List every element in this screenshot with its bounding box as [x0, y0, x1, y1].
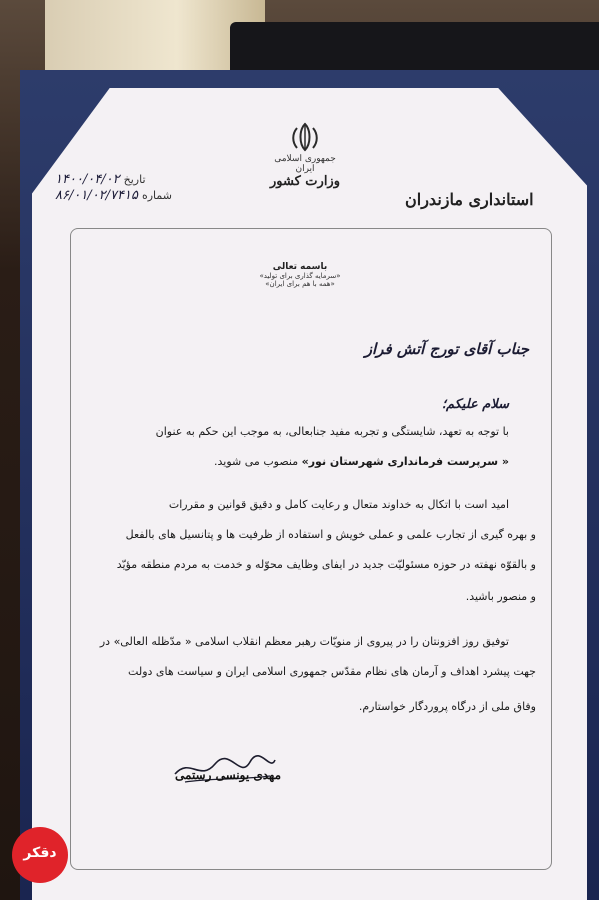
slogan-2: «همه با هم برای ایران»: [265, 280, 335, 288]
bismillah-block: [200, 262, 400, 288]
date-value: ۱۴۰۰/۰۴/۰۲: [55, 172, 120, 187]
date-label: تاریخ: [123, 173, 146, 186]
body-line: و منصور باشید.: [465, 590, 536, 603]
addressee: جناب آقای تورج آتش فراز: [364, 340, 529, 358]
ministry-header: [265, 120, 345, 189]
appointment-title: « سرپرست فرمانداری شهرستان نور»: [301, 455, 509, 468]
body-line: امید است با اتکال به خداوند متعال و رعایت کامل و دقیق قوانین و مقررات: [168, 498, 509, 511]
appointment-rest: منصوب می شوید.: [214, 455, 302, 468]
bismillah-title: باسمه تعالی: [272, 262, 328, 272]
body-line: و بالقوّه نهفته در حوزه مسئولیّت جدید در ایفای وظایف محوّله و خدمت به مردم منطقه مؤیّد: [116, 558, 536, 571]
letter-metadata: [55, 172, 172, 204]
body-line: با توجه به تعهد، شایستگی و تجربه مفید جنابعالی، به موجب این حکم به عنوان: [155, 425, 509, 438]
body-line-appointment: [214, 455, 509, 468]
number-value: ۸۶/۰۱/۰۲/۷۴۱۵: [55, 188, 138, 203]
body-line: وفاق ملی از درگاه پروردگار خواستارم.: [358, 700, 536, 713]
letter-frame: [70, 228, 552, 870]
iran-emblem-icon: [288, 120, 322, 154]
greeting: سلام علیکم؛: [441, 397, 509, 412]
watermark-logo: دقکر: [12, 827, 68, 883]
ministry-name: وزارت کشور: [270, 174, 340, 189]
signer-name: مهدی یونسی رستمی: [175, 768, 282, 782]
body-line: جهت پیشرد اهداف و آرمان های نظام مقدّس جمهوری اسلامی ایران و سیاست های دولت: [128, 665, 536, 678]
governorate-title: استانداری مازندران: [405, 190, 534, 209]
body-line: توفیق روز افزونتان را در پیروی از منویّات رهبر معظم انقلاب اسلامی « مدّظله العالی» در: [99, 635, 509, 648]
number-label: شماره: [141, 189, 172, 202]
ministry-line: جمهوری اسلامی ایران: [274, 154, 336, 174]
body-line: و بهره گیری از تجارب علمی و عملی خویش و استفاده از ظرفیت ها و پتانسیل های بالفعل: [125, 528, 536, 541]
slogan-1: «سرمایه گذاری برای تولید»: [259, 272, 341, 280]
